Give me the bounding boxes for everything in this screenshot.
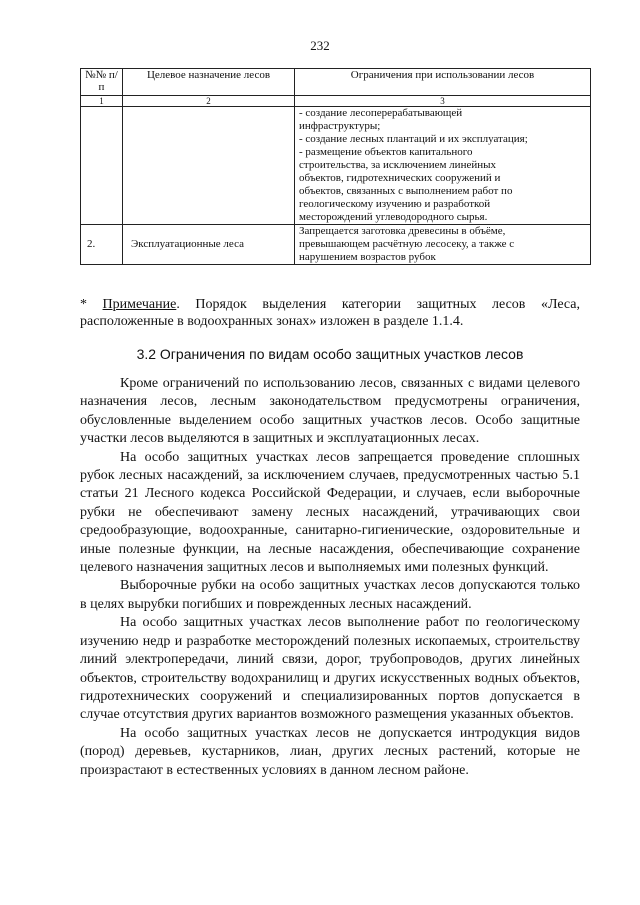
column-number: 3 (295, 96, 591, 107)
restriction-line: - создание лесоперерабатывающей (299, 107, 463, 119)
restriction-line: Запрещается заготовка древесины в объёме, (299, 225, 506, 237)
note-label: Примечание (102, 297, 177, 312)
restriction-line: инфраструктуры; (299, 120, 381, 132)
column-number-row (81, 96, 591, 107)
restriction-line: - создание лесных плантаций и их эксплуатация; (299, 133, 528, 145)
header-number: №№ п/п (81, 69, 123, 96)
header-restrictions: Ограничения при использовании лесов (295, 69, 591, 96)
paragraph: Кроме ограничений по использованию лесов, связанных с видами целевого назначения лесов, лесным законодательством предусмотрены ограничения, обусловленные выделением особо защитных участков лесов. Особо защитные участки лесов выделяются в защитных и эксплуатационных лесах. (80, 376, 580, 447)
column-number: 1 (81, 96, 123, 107)
restriction-line: строительства, за исключением линейных (299, 159, 496, 171)
table-header-row (81, 69, 591, 96)
row-purpose: Эксплуатационные леса (123, 225, 295, 265)
page-number: 232 (310, 38, 330, 53)
table-note (80, 296, 580, 330)
column-number: 2 (123, 96, 295, 107)
note-text: . Порядок выделения категории защитных лесов «Леса, расположенные в водоохранных зонах» изложен в разделе 1.1.4. (80, 297, 581, 329)
restrictions-table (80, 68, 591, 265)
paragraph: На особо защитных участках лесов выполнение работ по геологическому изучению недр и разработке месторождений полезных ископаемых, строительству линий электропередачи, линий связи, дорог, трубопроводов, других линейных объектов, строительству водохранилищ и других искусственных водных объектов, гидротехнических сооружений и специализированных портов допускается в случае отсутствия других вариантов возможного размещения указанных объектов. (80, 615, 580, 723)
section-heading: 3.2 Ограничения по видам особо защитных участков лесов (136, 346, 524, 362)
table-row (81, 107, 591, 225)
restriction-line: превышающем расчётную лесосеку, а также с (299, 238, 515, 250)
table-row (81, 225, 591, 265)
restriction-line: месторождений углеводородного сырья. (299, 211, 488, 223)
paragraph: Выборочные рубки на особо защитных участках лесов допускаются только в целях вырубки погибших и поврежденных лесных насаждений. (80, 578, 580, 612)
note-star: * (80, 297, 87, 312)
restriction-line: объектов, гидротехнических сооружений и (299, 172, 501, 184)
body-text (80, 375, 580, 780)
paragraph: На особо защитных участках лесов не допускается интродукция видов (пород) деревьев, кустарников, лиан, других лесных растений, которые не произрастают в естественных условиях в данном лесном районе. (80, 725, 580, 778)
row-number: 2. (81, 225, 123, 265)
row-restrictions (295, 225, 591, 265)
header-purpose: Целевое назначение лесов (123, 69, 295, 96)
row-purpose (123, 107, 295, 225)
row-number (81, 107, 123, 225)
row-restrictions (295, 107, 591, 225)
restriction-line: нарушением возрастов рубок (299, 251, 436, 263)
restriction-line: объектов, связанных с выполнением работ по (299, 185, 513, 197)
paragraph: На особо защитных участках лесов запрещается проведение сплошных рубок лесных насаждений, за исключением случаев, предусмотренных частью 5.1 статьи 21 Лесного кодекса Российской Федерации, и случаев, если выборочные рубки не обеспечивают замену лесных насаждений, утрачивающих свои средообразующие, водоохранные, санитарно-гигиенические, оздоровительные и иные полезные функции, на лесные насаждения, обеспечивающие сохранение целевого назначения защитных лесов и выполняемых ими полезных функций. (80, 449, 580, 576)
restriction-line: - размещение объектов капитального (299, 146, 473, 158)
restriction-line: геологическому изучению и разработкой (299, 198, 491, 210)
